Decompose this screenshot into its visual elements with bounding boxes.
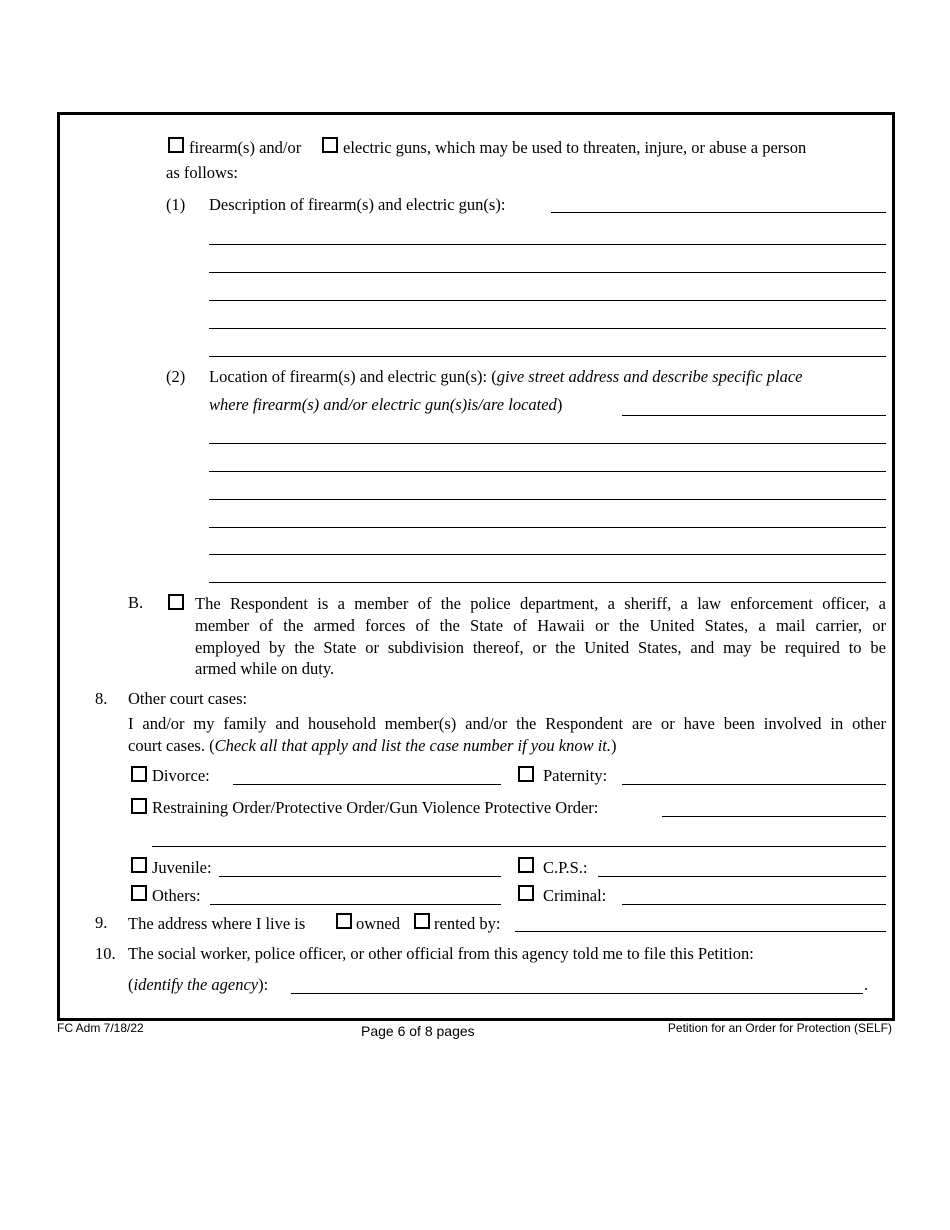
firearms-label: firearm(s) and/or — [189, 138, 302, 157]
location-line-5[interactable] — [209, 527, 886, 528]
location-line-2[interactable] — [209, 443, 886, 444]
agency-period: . — [864, 975, 869, 994]
item2-label-italic: give street address and describe specific place — [496, 367, 803, 386]
electric-guns-label: electric guns, which may be used to threaten, injure, or abuse a person — [343, 138, 807, 157]
owned-label: owned — [356, 914, 400, 933]
section-8-line-2-plain: court cases. ( — [128, 736, 215, 755]
juvenile-label: Juvenile: — [152, 858, 212, 877]
section-10-number: 10. — [95, 944, 116, 963]
location-line-4[interactable] — [209, 499, 886, 500]
others-field[interactable] — [210, 904, 501, 905]
description-line-2[interactable] — [209, 244, 886, 245]
section-9-text: The address where I live is — [128, 914, 306, 933]
others-label: Others: — [152, 886, 201, 905]
section-8-line-2-close: ) — [611, 736, 617, 755]
section-b-line-4: armed while on duty. — [195, 659, 335, 678]
juvenile-checkbox[interactable] — [131, 857, 147, 873]
item2-label-plain: Location of firearm(s) and electric gun(s): ( — [209, 367, 497, 386]
restraining-label: Restraining Order/Protective Order/Gun Violence Protective Order: — [152, 798, 599, 817]
cps-label: C.P.S.: — [543, 858, 588, 877]
restraining-line-2[interactable] — [152, 846, 886, 847]
restraining-field[interactable] — [662, 816, 886, 817]
location-field[interactable] — [622, 415, 886, 416]
cps-checkbox[interactable] — [518, 857, 534, 873]
section-b-line-2: member of the armed forces of the State of Hawaii or the United States, a mail carrier, or — [195, 616, 886, 635]
form-frame — [57, 112, 895, 1021]
divorce-checkbox[interactable] — [131, 766, 147, 782]
firearms-checkbox[interactable] — [168, 137, 184, 153]
paternity-field[interactable] — [622, 784, 886, 785]
agency-close: ): — [258, 975, 269, 994]
description-line-6[interactable] — [209, 356, 886, 357]
location-line-7[interactable] — [209, 582, 886, 583]
criminal-label: Criminal: — [543, 886, 607, 905]
location-line-6[interactable] — [209, 554, 886, 555]
cps-field[interactable] — [598, 876, 886, 877]
item2-number: (2) — [166, 367, 186, 386]
criminal-checkbox[interactable] — [518, 885, 534, 901]
section-9-number: 9. — [95, 913, 108, 932]
footer-form-title: Petition for an Order for Protection (SELF) — [667, 1021, 892, 1035]
item1-number: (1) — [166, 195, 186, 214]
item2-line2-italic: where firearm(s) and/or electric gun(s)is/are located — [209, 395, 557, 414]
section-8-line-2 — [128, 738, 617, 755]
agency-field[interactable] — [291, 993, 863, 994]
item2-label — [209, 369, 802, 386]
restraining-checkbox[interactable] — [131, 798, 147, 814]
section-8-line-1: I and/or my family and household member(s) and/or the Respondent are or have been involved in other — [128, 714, 886, 733]
agency-open: ( — [128, 975, 134, 994]
footer-form-id: FC Adm 7/18/22 — [57, 1021, 144, 1035]
electric-guns-checkbox[interactable] — [322, 137, 338, 153]
description-line-3[interactable] — [209, 272, 886, 273]
agency-italic: identify the agency — [133, 975, 259, 994]
section-8-number: 8. — [95, 689, 108, 708]
item2-line2 — [209, 397, 562, 414]
item2-line2-close: ) — [556, 395, 563, 414]
rented-label: rented by: — [434, 914, 501, 933]
description-line-4[interactable] — [209, 300, 886, 301]
item1-label: Description of firearm(s) and electric gun(s): — [209, 195, 506, 214]
footer-page-number: Page 6 of 8 pages — [361, 1023, 475, 1039]
agency-label — [128, 977, 268, 994]
others-checkbox[interactable] — [131, 885, 147, 901]
criminal-field[interactable] — [622, 904, 886, 905]
as-follows-text: as follows: — [166, 163, 238, 182]
section-b-line-1: The Respondent is a member of the police department, a sheriff, a law enforcement officer, a — [195, 594, 886, 613]
description-line-5[interactable] — [209, 328, 886, 329]
paternity-checkbox[interactable] — [518, 766, 534, 782]
section-b-letter: B. — [128, 593, 144, 612]
section-b-line-3: employed by the State or subdivision thereof, or the United States, and may be required to be — [195, 638, 886, 657]
divorce-field[interactable] — [233, 784, 501, 785]
owned-checkbox[interactable] — [336, 913, 352, 929]
paternity-label: Paternity: — [543, 766, 608, 785]
juvenile-field[interactable] — [219, 876, 501, 877]
description-field[interactable] — [551, 212, 886, 213]
section-8-title: Other court cases: — [128, 689, 248, 708]
section-10-text: The social worker, police officer, or other official from this agency told me to file this Petition: — [128, 944, 754, 963]
section-8-line-2-italic: Check all that apply and list the case number if you know it. — [214, 736, 611, 755]
location-line-3[interactable] — [209, 471, 886, 472]
rented-by-field[interactable] — [515, 931, 886, 932]
divorce-label: Divorce: — [152, 766, 210, 785]
rented-checkbox[interactable] — [414, 913, 430, 929]
section-b-checkbox[interactable] — [168, 594, 184, 610]
